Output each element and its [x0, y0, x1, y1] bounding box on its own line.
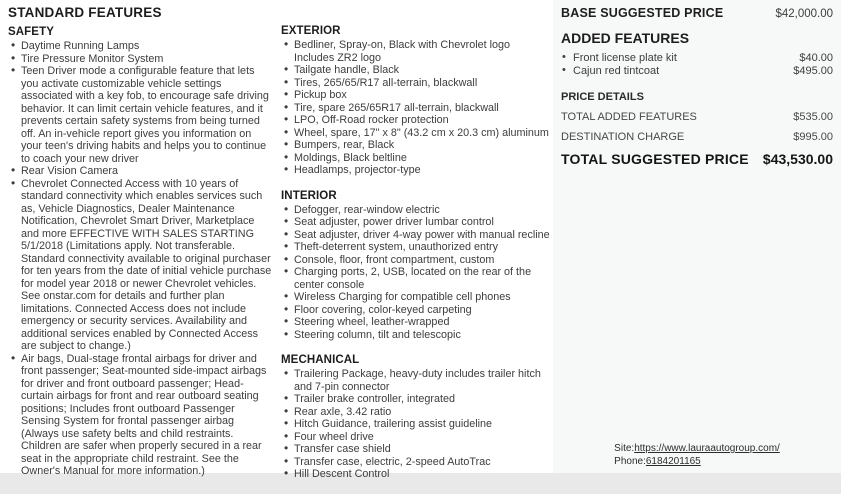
- section-heading: SAFETY: [8, 26, 54, 38]
- feature-item: • Theft-deterrent system, unauthorized entry: [294, 241, 551, 254]
- feature-list: [281, 204, 551, 342]
- feature-item: • LPO, Off-Road rocker protection: [294, 114, 551, 127]
- section-heading: INTERIOR: [281, 189, 337, 202]
- feature-item: • Tire, spare 265/65R17 all-terrain, blackwall: [294, 102, 551, 115]
- page-title: STANDARD FEATURES: [8, 5, 162, 20]
- feature-item: • Chevrolet Connected Access with 10 years of standard connectivity which enables services such as, Vehicle Diagnostics, Dealer Maintenance Notification, Chevrolet Smart Driver, Marketplace and more EFFECTIVE WITH SALES STARTING 5/1/2018 (Limitations apply. Not transferable. Standard connectivity available to original purchaser for ten years from the date of initial vehicle purchase for model year 2018 or newer Chevrolet vehicles. See onstar.com for details and further plan limitations. Connected Access does not include emergency or security services. Availability and additional services enabled by Connected Access are subject to change.): [21, 178, 272, 353]
- section-heading: EXTERIOR: [281, 25, 341, 37]
- price-detail-label: DESTINATION CHARGE: [561, 131, 685, 143]
- added-feature-value: $40.00: [799, 52, 833, 64]
- feature-item: • Air bags, Dual-stage frontal airbags for driver and front passenger; Seat-mounted side-impact airbags for driver and front outboard passenger; Head-curtain airbags for front and rear outboard seating positions; Includes front outboard Passenger Sensing System for frontal passenger airbag (Always use safety belts and child restraints. Children are safer when properly secured in a rear seat in the appropriate child restraint. See the Owner's Manual for more information.): [21, 353, 272, 478]
- feature-item: • Wheel, spare, 17" x 8" (43.2 cm x 20.3 cm) aluminum: [294, 127, 551, 140]
- feature-item: • Tires, 265/65/R17 all-terrain, blackwall: [294, 77, 551, 90]
- feature-item: • Rear axle, 3.42 ratio: [294, 406, 551, 419]
- feature-list: [281, 368, 551, 481]
- added-feature-label: • Cajun red tintcoat: [561, 65, 659, 78]
- feature-section: [281, 25, 551, 177]
- added-feature-value: $495.00: [793, 64, 833, 77]
- site-link[interactable]: https://www.lauraautogroup.com/: [634, 443, 780, 454]
- feature-item: • Headlamps, projector-type: [294, 164, 551, 177]
- phone-label: Phone:: [614, 456, 646, 467]
- added-feature-row: [561, 65, 833, 78]
- feature-item: • Trailering Package, heavy-duty includes trailer hitch and 7-pin connector: [294, 368, 551, 393]
- feature-item: • Rear Vision Camera: [21, 165, 272, 178]
- feature-item: • Steering column, tilt and telescopic: [294, 329, 551, 342]
- feature-item: • Tailgate handle, Black: [294, 64, 551, 77]
- total-price-label: TOTAL SUGGESTED PRICE: [561, 151, 749, 167]
- added-feature-label: • Front license plate kit: [561, 52, 677, 65]
- feature-item: • Defogger, rear-window electric: [294, 204, 551, 217]
- middle-sections-container: [281, 25, 551, 481]
- features-column-left: [8, 5, 272, 491]
- feature-section: [281, 190, 551, 342]
- feature-list: [8, 40, 272, 478]
- base-price-row: [561, 6, 833, 20]
- price-detail-label: TOTAL ADDED FEATURES: [561, 111, 697, 123]
- features-column-middle: [281, 25, 551, 494]
- feature-item: • Floor covering, color-keyed carpeting: [294, 304, 551, 317]
- feature-item: • Console, floor, front compartment, custom: [294, 254, 551, 267]
- feature-item: • Seat adjuster, power driver lumbar control: [294, 216, 551, 229]
- phone-link[interactable]: 6184201165: [645, 456, 701, 467]
- site-label: Site:: [614, 443, 635, 454]
- feature-item: • Steering wheel, leather-wrapped: [294, 316, 551, 329]
- price-detail-row: [561, 111, 833, 123]
- price-detail-value: $535.00: [793, 111, 833, 123]
- base-price-label: BASE SUGGESTED PRICE: [561, 6, 724, 20]
- added-feature-row: [561, 52, 833, 65]
- feature-item: • Hill Descent Control: [294, 468, 551, 481]
- price-detail-row: [561, 131, 833, 143]
- feature-item: • Daytime Running Lamps: [21, 40, 272, 53]
- feature-item: • Bedliner, Spray-on, Black with Chevrolet logo Includes ZR2 logo: [294, 39, 551, 64]
- total-price-value: $43,530.00: [762, 151, 833, 167]
- dealer-footer: [553, 442, 841, 469]
- feature-section: [8, 26, 272, 478]
- base-price-value: $42,000.00: [775, 8, 833, 20]
- added-features-heading: ADDED FEATURES: [561, 30, 690, 46]
- feature-item: • Four wheel drive: [294, 431, 551, 444]
- feature-item: • Trailer brake controller, integrated: [294, 393, 551, 406]
- price-panel: [553, 0, 841, 473]
- phone-line: [614, 455, 780, 468]
- feature-item: • Tire Pressure Monitor System: [21, 53, 272, 66]
- section-heading: MECHANICAL: [281, 354, 360, 366]
- feature-item: • Transfer case, electric, 2-speed AutoTrac: [294, 456, 551, 469]
- feature-item: • Moldings, Black beltline: [294, 152, 551, 165]
- feature-item: • Pickup box: [294, 89, 551, 102]
- feature-item: • Wireless Charging for compatible cell phones: [294, 291, 551, 304]
- feature-item: • Transfer case shield: [294, 443, 551, 456]
- site-line: [614, 442, 780, 455]
- left-sections-container: [8, 26, 272, 478]
- feature-item: • Seat adjuster, driver 4-way power with manual recline: [294, 229, 551, 242]
- feature-item: • Teen Driver mode a configurable feature that lets you activate customizable vehicle settings associated with a key fob, to encourage safe driving behavior. It can limit certain vehicle features, and it prevents certain safety systems from being turned off. An in-vehicle report gives you information on your teen's driving habits and helps you to continue to coach your new driver: [21, 65, 272, 165]
- price-details-heading: PRICE DETAILS: [561, 91, 644, 103]
- feature-section: [281, 354, 551, 481]
- feature-item: • Charging ports, 2, USB, located on the rear of the center console: [294, 266, 551, 291]
- feature-list: [281, 39, 551, 177]
- total-price-row: [561, 151, 833, 167]
- feature-item: • Hitch Guidance, trailering assist guideline: [294, 418, 551, 431]
- price-detail-value: $995.00: [793, 131, 833, 143]
- feature-item: • Bumpers, rear, Black: [294, 139, 551, 152]
